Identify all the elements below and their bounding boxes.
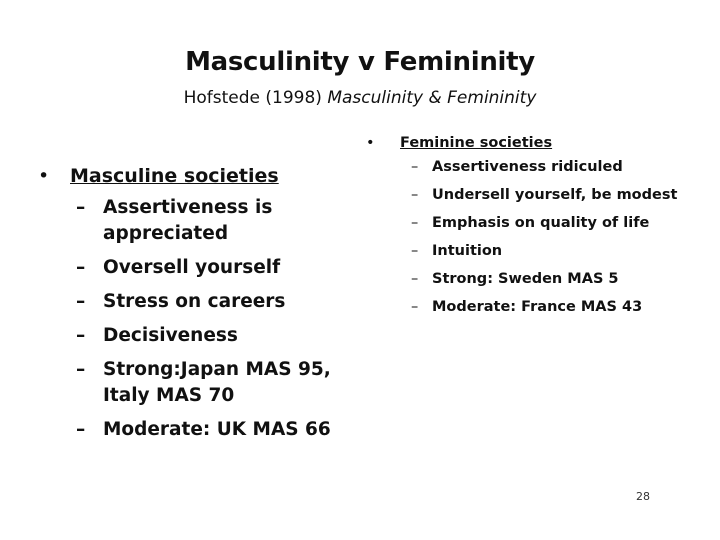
list-item xyxy=(366,241,686,261)
dash-icon: – xyxy=(411,243,419,259)
list-item-text: Moderate: France MAS 43 xyxy=(432,299,643,315)
list-item-text: Strong:Japan MAS 95, Italy MAS 70 xyxy=(103,359,331,406)
bullet-icon: • xyxy=(38,165,50,187)
dash-icon: – xyxy=(76,197,86,218)
list-item-text: Assertiveness is appreciated xyxy=(103,197,273,244)
list-item-text: Emphasis on quality of life xyxy=(432,215,650,231)
feminine-heading-label: Feminine societies xyxy=(400,135,553,151)
list-item-text: Stress on careers xyxy=(103,291,286,312)
dash-icon: – xyxy=(76,257,86,278)
list-item-text: Moderate: UK MAS 66 xyxy=(103,419,331,440)
list-item-text: Strong: Sweden MAS 5 xyxy=(432,271,619,287)
dash-icon: – xyxy=(76,419,86,440)
subtitle-citation: Hofstede (1998) xyxy=(183,88,328,108)
list-item-text: Oversell yourself xyxy=(103,257,281,278)
dash-icon: – xyxy=(76,291,86,312)
dash-icon: – xyxy=(76,359,86,380)
list-item xyxy=(38,289,358,315)
list-item xyxy=(38,357,358,409)
slide-subtitle xyxy=(0,88,720,108)
masculine-column xyxy=(38,163,358,451)
bullet-icon: • xyxy=(366,135,375,151)
masculine-heading-label: Masculine societies xyxy=(70,165,279,187)
list-item xyxy=(366,157,686,177)
masculine-list xyxy=(38,195,358,443)
feminine-list xyxy=(366,157,686,317)
list-item-text: Undersell yourself, be modest xyxy=(432,187,678,203)
list-item-text: Intuition xyxy=(432,243,503,259)
list-item xyxy=(366,269,686,289)
dash-icon: – xyxy=(411,215,419,231)
subtitle-work-title: Masculinity & Femininity xyxy=(327,88,537,108)
slide-title: Masculinity v Femininity xyxy=(185,47,535,77)
masculine-heading xyxy=(38,163,358,189)
list-item xyxy=(366,297,686,317)
feminine-column xyxy=(366,133,686,325)
list-item xyxy=(366,185,686,205)
feminine-heading xyxy=(366,133,686,153)
list-item xyxy=(38,255,358,281)
list-item xyxy=(38,323,358,349)
dash-icon: – xyxy=(411,299,419,315)
dash-icon: – xyxy=(411,159,419,175)
list-item xyxy=(38,195,358,247)
list-item-text: Assertiveness ridiculed xyxy=(432,159,623,175)
dash-icon: – xyxy=(411,187,419,203)
dash-icon: – xyxy=(76,325,86,346)
list-item xyxy=(366,213,686,233)
list-item-text: Decisiveness xyxy=(103,325,238,346)
page-number: 28 xyxy=(636,490,650,503)
list-item xyxy=(38,417,358,443)
dash-icon: – xyxy=(411,271,419,287)
